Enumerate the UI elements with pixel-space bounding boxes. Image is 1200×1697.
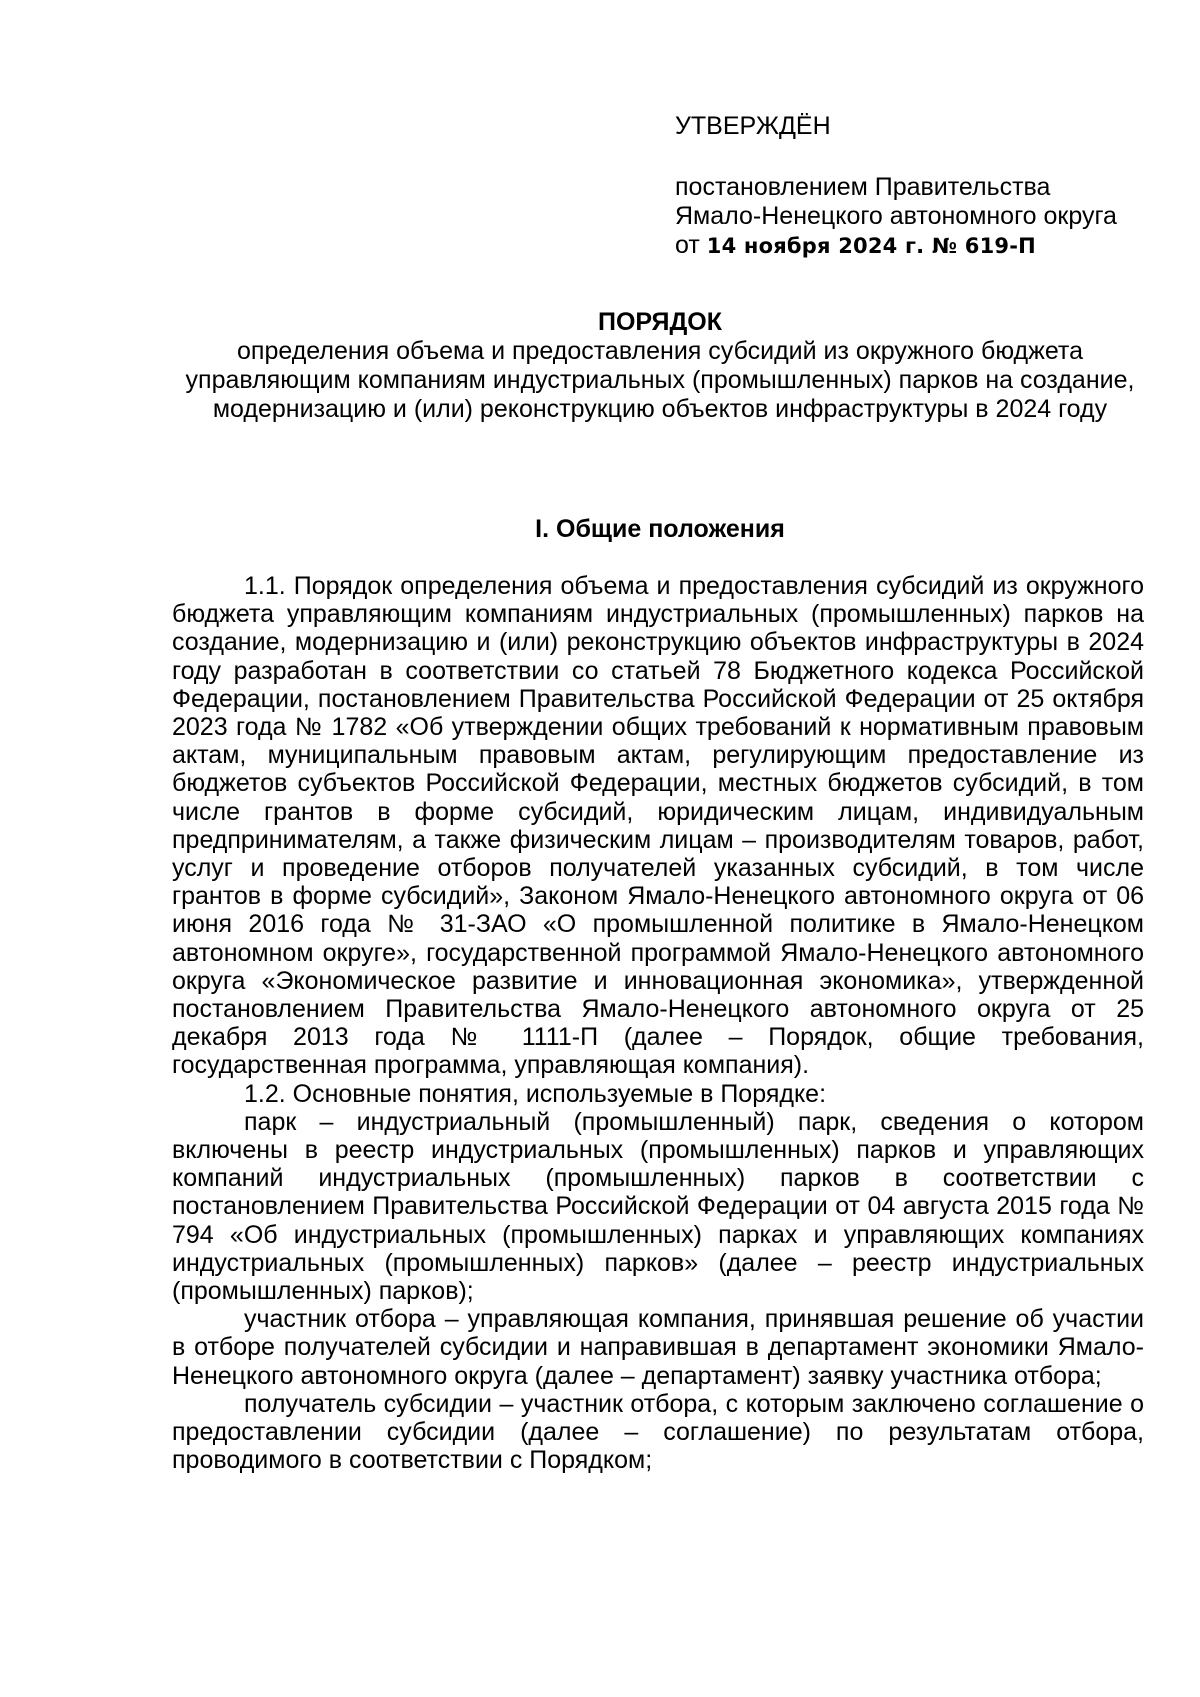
approval-date-value: 14 ноября 2024 г. № 619-П [706,234,1036,258]
approval-stamp-block [675,112,1145,261]
approval-line-2: Ямало-Ненецкого автономного округа [675,202,1117,230]
definition-park: парк – индустриальный (промышленный) парк, сведения о котором включены в реестр индустриальных (промышленных) парков и управляющих компаний индустриальных (промышленных) парков в соответствии с постановлением Правительства Российской Федерации от 04 августа 2015 года № 794 «Об индустриальных (промышленных) парках и управляющих компаниях индустриальных (промышленных) парков» (далее – реестр индустриальных (промышленных) парков); [172,1107,1144,1306]
definition-subsidy-recipient: получатель субсидии – участник отбора, с которым заключено соглашение о предоставлении субсидии (далее – соглашение) по результатам отбора, проводимого в соответствии с Порядком; [172,1389,1144,1475]
document-title-block [170,308,1150,424]
document-title: ПОРЯДОК [598,308,722,336]
approved-label: УТВЕРЖДЁН [675,112,831,140]
definition-selection-participant: участник отбора – управляющая компания, принявшая решение об участии в отборе получателей субсидии и направившая в департамент экономики Ямало-Ненецкого автономного округа (далее – департамент) заявку участника отбора; [172,1305,1144,1390]
section-heading: I. Общие положения [535,515,785,543]
approval-date-line [675,231,1145,261]
approval-date-prefix: от [675,231,700,259]
paragraph-1-1: 1.1. Порядок определения объема и предоставления субсидий из окружного бюджета управляющим компаниям индустриальных (промышленных) парков на создание, модернизацию и (или) реконструкцию объектов инфраструктуры в 2024 году разработан в соответствии со статьей 78 Бюджетного кодекса Российской Федерации, постановлением Правительства Российской Федерации от 25 октября 2023 года № 1782 «Об утверждении общих требований к нормативным правовым актам, муниципальным правовым актам, регулирующим предоставление из бюджетов субъектов Российской Федерации, местных бюджетов субсидий, в том числе грантов в форме субсидий, юридическим лицам, индивидуальным предпринимателям, а также физическим лицам – производителям товаров, работ, услуг и проведение отборов получателей указанных субсидий, в том числе грантов в форме субсидий», Законом Ямало-Ненецкого автономного округа от 06 июня 2016 года № 31-ЗАО «О промышленной политике в Ямало-Ненецком автономном округе», государственной программой Ямало-Ненецкого автономного округа «Экономическое развитие и инновационная экономика», утвержденной постановлением Правительства Ямало-Ненецкого автономного округа от 25 декабря 2013 года № 1111-П (далее – Порядок, общие требования, государственная программа, управляющая компания). [172,572,1144,1080]
paragraph-1-2: 1.2. Основные понятия, используемые в Порядке: [244,1079,827,1108]
document-body [172,572,1144,1475]
approval-line-1: постановлением Правительства [675,173,1051,201]
document-subtitle: определения объема и предоставления субсидий из окружного бюджета управляющим компаниям индустриальных (промышленных) парков на создание, модернизацию и (или) реконструкцию объектов инфраструктуры в 2024 году [185,337,1135,423]
